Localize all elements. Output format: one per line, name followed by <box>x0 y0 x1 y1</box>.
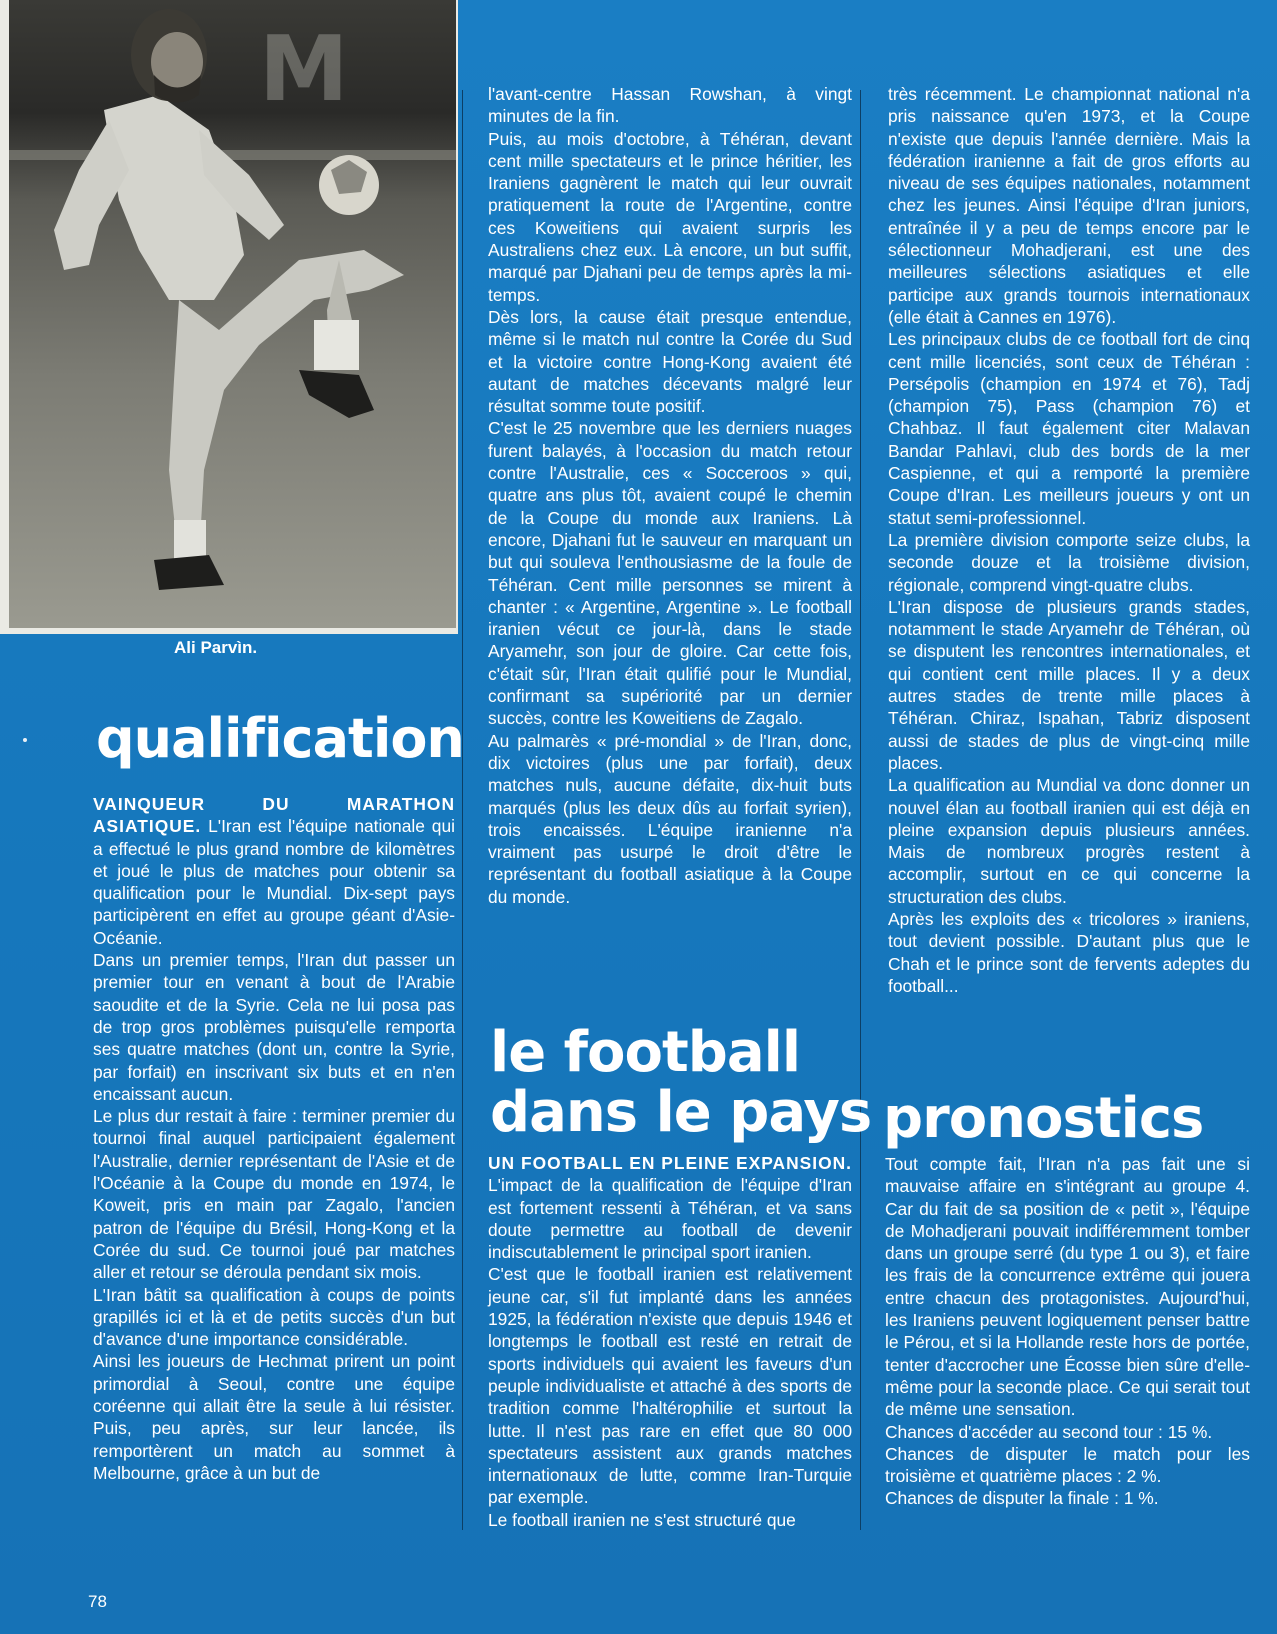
paragraph: très récemment. Le championnat national n'a pris naissance qu'en 1973, et la Coupe n'existe que depuis l'année dernière. Mais la fédération iranienne a fait de gros efforts au niveau de ses équipes nationales, notamment chez les jeunes. Ainsi l'équipe d'Iran juniors, entraînée il y a peu de temps encore par le sélectionneur Mohadjerani, est une des meilleures sélections asiatiques et elle participe aux grands tournois internationaux (elle était à Cannes en 1976). <box>888 84 1250 327</box>
column-football-continued <box>888 83 1250 997</box>
paragraph: Ainsi les joueurs de Hechmat prirent un point primordial à Seoul, contre une équipe coréenne qui allait être la seule à lui résister. Puis, peu après, sur leur lancée, ils remportèrent un match au sommet à Melbourne, grâce à un but de <box>93 1351 455 1483</box>
paragraph: L'Iran dispose de plusieurs grands stades, notamment le stade Aryamehr de Téhéran, où se disputent les rencontres internationales, et qui contient cent mille places. Il y a deux autres stades de trente mille places à Téhéran. Chiraz, Ispahan, Tabriz disposent aussi de stades de plus de vingt-cinq mille places. <box>888 596 1250 773</box>
paragraph-intro <box>93 793 455 949</box>
photo-frame <box>0 0 458 634</box>
page-number: 78 <box>88 1592 107 1611</box>
paragraph: Le football iranien ne s'est structuré que <box>488 1509 796 1530</box>
paragraph: C'est que le football iranien est relativement jeune car, s'il fut implanté dans les années 1925, la fédération n'existe que depuis 1946 et longtemps le football est resté en retrait de sports individuels qui avaient les faveurs d'un peuple individualiste et attaché à des sports de tradition comme l'haltérophilie et surtout la lutte. Il n'est pas rare en effet que 80 000 spectateurs assistent aux grands matches internationaux de lutte, comme Iran-Turquie par exemple. <box>488 1264 852 1508</box>
column-qualification-continued <box>488 83 852 908</box>
paragraph: Dès lors, la cause était presque entendue, même si le match nul contre la Corée du Sud et la victoire contre Hong-Kong avaient été autant de matches décevants malgré leur résultat somme toute positif. <box>488 306 852 417</box>
photo-caption: Ali Parvìn. <box>174 638 258 657</box>
heading-line: le football <box>490 1020 801 1085</box>
paragraph: Chances de disputer le match pour les troisième et quatrième places : 2 %. <box>885 1443 1250 1487</box>
heading-football-dans-le-pays <box>490 1020 872 1145</box>
paragraph: Les principaux clubs de ce football fort de cinq cent mille licenciés, sont ceux de Téhéran : Persépolis (champion en 1974 et 76), Tadj (champion 75), Pass (champion 76) et Chahbaz. Il faut également citer Malavan Bandar Pahlavi, club des bords de la mer Caspienne, et qui a remporté la première Coupe d'Iran. Les meilleurs joueurs y ont un statut semi-professionnel. <box>888 329 1250 528</box>
column-qualification <box>93 793 455 1484</box>
paragraph: Au palmarès « pré-mondial » de l'Iran, donc, dix victoires (plus une par forfait), deux matches nuls, aucune défaite, dix-huit buts marqués (plus les deux dûs au forfait syrien), trois encaissés. L'équipe iranienne n'a vraiment pas usurpé le droit d'être le représentant du football asiatique à la Coupe du monde. <box>488 730 852 907</box>
svg-text:M: M <box>259 17 349 122</box>
heading-line: dans le pays <box>490 1080 872 1145</box>
intro-text: L'impact de la qualification de l'équipe d'Iran est fortement ressenti à Téhéran, et va sans doute permettre au football de devenir indiscutablement le principal sport iranien. <box>488 1175 852 1263</box>
paragraph: Puis, au mois d'octobre, à Téhéran, devant cent mille spectateurs et le prince héritier, les Iraniens gagnèrent le match qui leur ouvrait pratiquement la route de l'Argentine, contre ces Koweitiens qui avaient surpris les Australiens chez eux. Là encore, un but suffit, marqué par Djahani peu de temps après la mi-temps. <box>488 128 852 305</box>
paragraph: l'avant-centre Hassan Rowshan, à vingt minutes de la fin. <box>488 84 852 127</box>
column-divider <box>462 90 463 1530</box>
paragraph: Chances d'accéder au second tour : 15 %. <box>885 1421 1213 1442</box>
print-speck <box>23 738 27 742</box>
paragraph: Tout compte fait, l'Iran n'a pas fait une si mauvaise affaire en s'intégrant au groupe 4. Car du fait de sa position de « petit », l'équipe de Mohadjerani pouvait indifféremment tomber dans un groupe serré (du type 1 ou 3), et faire les frais de la concurrence extrême qui jouera entre chacun des protagonistes. Aujourd'hui, les Iraniens peuvent logiquement penser battre le Pérou, et si la Hollande reste hors de portée, tenter d'accrocher une Écosse bien sûre d'elle-même pour la seconde place. Ce qui serait tout de même une sensation. <box>885 1154 1250 1420</box>
lead-in: VAINQUEUR DU MARATHON ASIATIQUE. <box>93 794 455 837</box>
paragraph: Après les exploits des « tricolores » iraniens, tout devient possible. D'autant plus que le Chah et le prince sont de fervents adeptes du football... <box>888 908 1250 996</box>
paragraph: La qualification au Mundial va donc donner un nouvel élan au football iranien qui est déjà en pleine expansion depuis plusieurs années. Mais de nombreux progrès restent à accomplir, surtout en ce qui concerne la structuration des clubs. <box>888 775 1250 907</box>
paragraph: Chances de disputer la finale : 1 %. <box>885 1488 1159 1509</box>
column-pronostics <box>885 1153 1250 1510</box>
paragraph-intro <box>488 1152 852 1263</box>
column-divider <box>860 90 861 1530</box>
player-photo-image <box>9 0 456 628</box>
lead-in: UN FOOTBALL EN PLEINE EXPANSION. <box>488 1153 852 1173</box>
paragraph: Dans un premier temps, l'Iran dut passer un premier tour en venant à bout de l'Arabie saoudite et de la Syrie. Cela ne lui posa pas de trop gros problèmes puisqu'elle remporta ses quatre matches (dont un, contre la Syrie, par forfait) en inscrivant six buts et en n'en encaissant aucun. <box>93 950 455 1104</box>
paragraph: C'est le 25 novembre que les derniers nuages furent balayés, à l'occasion du match retour contre l'Australie, ces « Socceroos » qui, quatre ans plus tôt, avaient coupé le chemin de la Coupe du monde aux Iraniens. Là encore, Djahani fut le sauveur en marquant un but qui souleva l'enthousiasme de la foule de Téhéran. Cent mille personnes se mirent à chanter : « Argentine, Argentine ». Le football iranien vécut ce jour-là, dans le stade Aryamehr, son jour de gloire. Car cette fois, c'était sûr, l'Iran était qulifié pour le Mundial, confirmant sa supériorité par un dernier succès, contre les Koweitiens de Zagalo. <box>488 418 852 729</box>
player-photo <box>9 0 456 628</box>
paragraph: L'Iran bâtit sa qualification à coups de points grapillés ici et là et de petits succès d'un but d'avance d'une importance considérable. <box>93 1284 455 1350</box>
paragraph: Le plus dur restait à faire : terminer premier du tournoi final auquel participaient également l'Australie, dernier représentant de l'Asie et de l'Océanie à la Coupe du monde en 1974, le Koweit, pris en main par Zagalo, l'ancien patron de l'équipe du Brésil, Hong-Kong et la Corée du sud. Ce tournoi joué par matches aller et retour se déroula pendant six mois. <box>93 1106 455 1283</box>
heading-pronostics: pronostics <box>883 1086 1204 1151</box>
intro-text: L'Iran est l'équipe nationale qui a effectué le plus grand nombre de kilomètres et joué le plus de matches pour obtenir sa qualification pour le Mundial. Dix-sept pays participèrent en effet au groupe géant d'Asie-Océanie. <box>93 816 455 948</box>
heading-qualification: qualification <box>96 707 464 770</box>
column-football <box>488 1152 852 1531</box>
paragraph: La première division comporte seize clubs, la seconde douze et la troisième division, régionale, comprend vingt-quatre clubs. <box>888 529 1250 595</box>
